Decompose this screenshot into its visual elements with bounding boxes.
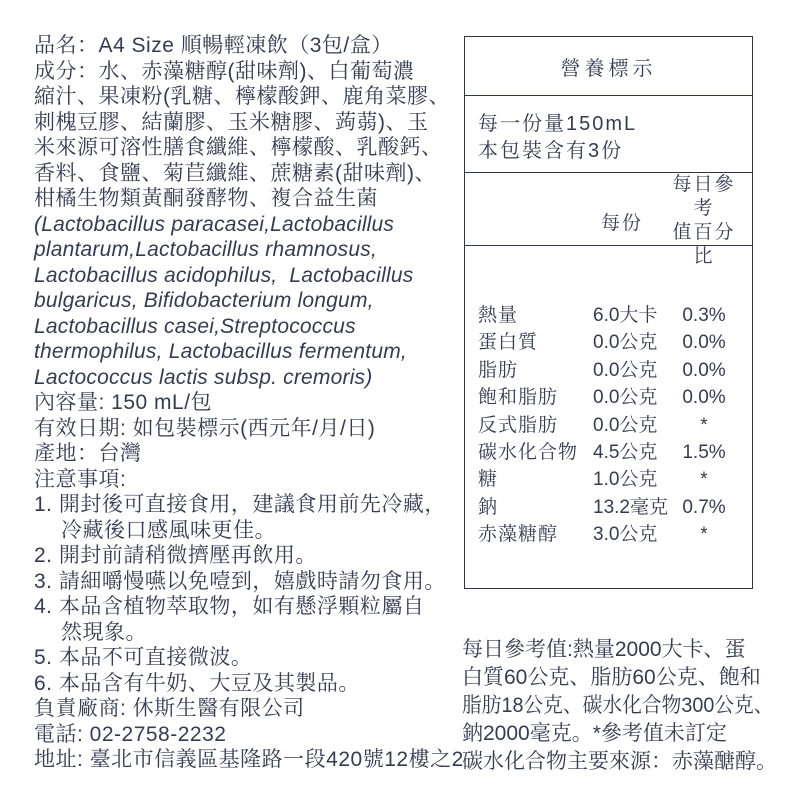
- nutrient-name: 蛋白質: [478, 332, 539, 354]
- notice-item-line: 冷藏後口感風味更佳。: [61, 518, 276, 542]
- daily-value-header: 每日參考 值百分比: [672, 174, 736, 267]
- origin-line: 產地：台灣: [34, 442, 142, 465]
- nutrient-dv: *: [700, 469, 708, 491]
- nutrient-value: 0.0公克: [593, 332, 658, 354]
- ingredients-line: 柑橘生物類黃酮發酵物、複合益生菌: [34, 187, 378, 210]
- probiotics-line: plantarum,Lactobacillus rhamnosus,: [34, 238, 377, 261]
- per-serving-header: 每份: [601, 212, 644, 234]
- nutrition-row: [465, 521, 752, 548]
- ingredients-line: 縮汁、果凍粉(乳糖、檸檬酸鉀、鹿角菜膠、: [34, 85, 450, 108]
- expiry-date-line: 有效日期: 如包裝標示(西元年/月/日): [34, 416, 376, 440]
- ingredients-line: 成分：水、赤藻糖醇(甜味劑)、白葡萄濃: [34, 59, 415, 83]
- ingredients-line: 米來源可溶性膳食纖維、檸檬酸、乳酸鈣、: [34, 136, 443, 159]
- nutrient-name: 飽和脂肪: [478, 387, 559, 409]
- nutrient-value: 6.0大卡: [593, 305, 658, 326]
- nutrition-row: [465, 384, 752, 411]
- nutrient-dv: 0.0%: [682, 332, 726, 354]
- nutrient-name: 脂肪: [478, 359, 519, 381]
- nutrition-row: [465, 494, 752, 521]
- notice-item-line: 3. 請細嚼慢嚥以免噎到，嬉戲時請勿食用。: [34, 569, 446, 593]
- ingredients-line: 刺槐豆膠、結蘭膠、玉米糖膠、蒟蒻)、玉: [34, 110, 429, 134]
- nutrient-dv: *: [700, 524, 708, 546]
- notice-item-line: 2. 開封前請稍微擠壓再飲用。: [34, 544, 317, 567]
- phone-line: 電話: 02-2758-2232: [34, 722, 227, 746]
- nutrition-title: 營養標示: [560, 57, 657, 80]
- serving-info-section: [465, 95, 752, 172]
- notice-item-line: 5. 本品不可直接微波。: [34, 646, 253, 669]
- probiotics-line: bulgaricus, Bifidobacterium longum,: [34, 289, 374, 312]
- nutrition-row: [465, 466, 752, 493]
- nutrient-name: 赤藻糖醇: [478, 524, 559, 546]
- nutrient-value: 3.0公克: [593, 524, 658, 546]
- notice-item-line: 6. 本品含有牛奶、大豆及其製品。: [34, 671, 360, 695]
- nutrient-name: 熱量: [478, 305, 519, 326]
- footnote-line: 脂肪18公克、碳水化合物300公克、: [462, 694, 774, 717]
- nutrient-value: 0.0公克: [593, 387, 658, 409]
- nutrient-name: 碳水化合物: [478, 442, 579, 464]
- footnote-line: 白質60公克、脂肪60公克、飽和: [462, 666, 761, 689]
- notice-item-line: 然現象。: [61, 620, 147, 644]
- product-info-column: [34, 33, 468, 773]
- nutrient-dv: 0.0%: [682, 359, 726, 381]
- nutrient-value: 1.0公克: [593, 469, 658, 491]
- nutrient-dv: 0.0%: [682, 387, 726, 409]
- serving-size: 每一份量150mL: [478, 113, 638, 135]
- nutrition-facts-box: [464, 36, 753, 589]
- nutrient-name: 鈉: [478, 496, 499, 518]
- nutrient-value: 0.0公克: [593, 414, 658, 436]
- probiotics-line: (Lactobacillus paracasei,Lactobacillus: [34, 212, 395, 236]
- nutrition-row: [465, 439, 752, 466]
- nutrition-column-headers: [465, 172, 752, 267]
- nutrient-dv: 0.3%: [682, 305, 726, 326]
- footnote-line: 每日參考值:熱量2000大卡、蛋: [462, 638, 746, 661]
- nutrition-table: [465, 245, 752, 549]
- probiotics-line: thermophilus, Lactobacillus fermentum,: [34, 340, 407, 363]
- company-line: 負責廠商: 休斯生醫有限公司: [34, 697, 305, 720]
- notices-heading: 注意事項:: [34, 467, 127, 491]
- probiotics-line: Lactobacillus casei,Streptococcus: [34, 314, 356, 338]
- nutrition-row: [465, 302, 752, 329]
- probiotics-line: Lactobacillus acidophilus, Lactobacillus: [34, 263, 414, 287]
- notice-item-line: 4. 本品含植物萃取物，如有懸浮顆粒屬自: [34, 595, 425, 618]
- probiotics-line: Lactococcus lactis subsp. cremoris): [34, 365, 373, 389]
- daily-value-footnote: [462, 636, 800, 776]
- nutrient-dv: 0.7%: [682, 496, 726, 518]
- ingredients-line: 香料、食鹽、菊苣纖維、蔗糖素(甜味劑)、: [34, 161, 436, 185]
- nutrient-value: 4.5公克: [593, 442, 658, 464]
- footnote-line: 碳水化合物主要來源：赤藻醣醇。: [462, 750, 777, 773]
- nutrient-name: 糖: [478, 469, 499, 491]
- net-content-line: 內容量: 150 mL/包: [34, 391, 213, 414]
- nutrient-value: 0.0公克: [593, 359, 658, 381]
- nutrient-dv: 1.5%: [682, 442, 726, 464]
- servings-per-package: 本包裝含有3份: [478, 140, 624, 162]
- address-line: 地址: 臺北市信義區基隆路一段420號12樓之2: [34, 748, 464, 771]
- notice-item-line: 1. 開封後可直接食用，建議食用前先冷藏，: [34, 493, 446, 516]
- nutrient-dv: *: [700, 414, 708, 436]
- nutrition-row: [465, 412, 752, 439]
- nutrient-value: 13.2毫克: [593, 496, 668, 518]
- footnote-line: 鈉2000毫克。*參考值未訂定: [462, 722, 727, 745]
- nutrition-row: [465, 357, 752, 384]
- product-name-line: 品名：A4 Size 順暢輕凍飲（3包/盒）: [34, 34, 393, 57]
- nutrition-row: [465, 329, 752, 356]
- nutrient-name: 反式脂肪: [478, 414, 559, 436]
